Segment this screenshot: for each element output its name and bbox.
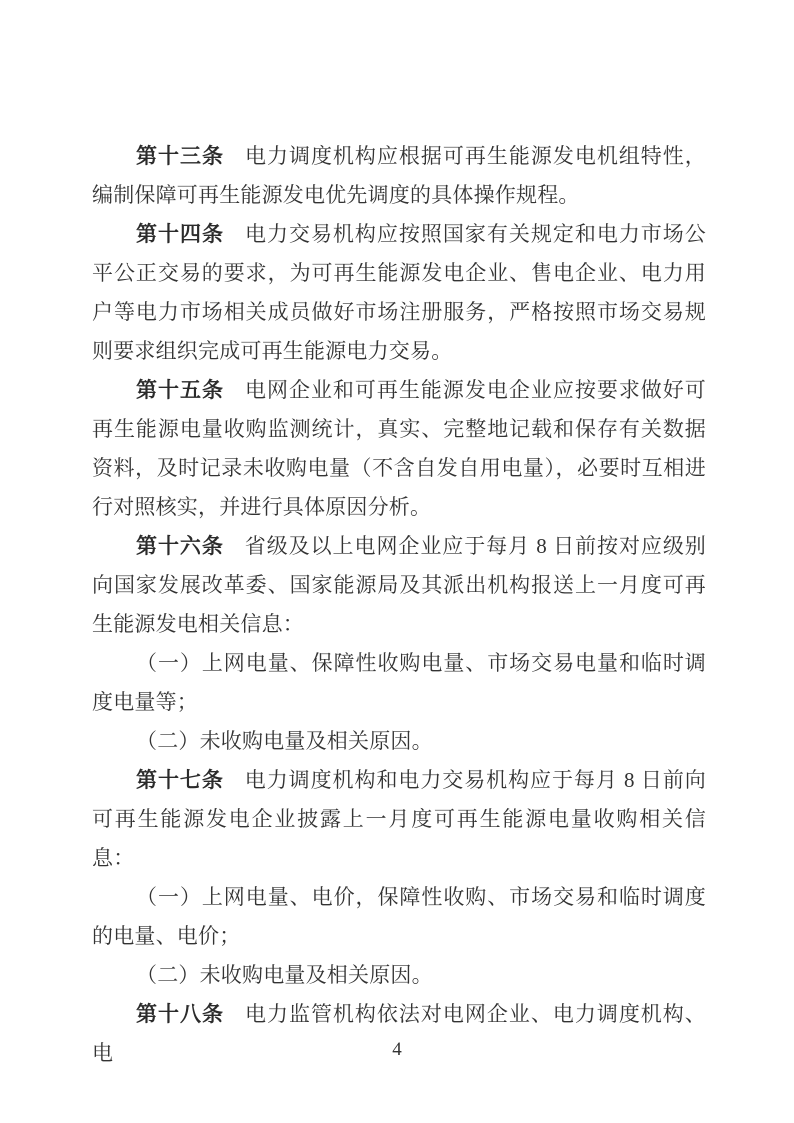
article-paragraph	[92, 137, 706, 215]
paragraph-text: 电力调度机构应根据可再生能源发电机组特性，编制保障可再生能源发电优先调度的具体操作规程。	[92, 144, 706, 207]
paragraph-text: （二）未收购电量及相关原因。	[136, 729, 433, 753]
list-item-paragraph	[92, 956, 706, 995]
article-paragraph	[92, 215, 706, 371]
paragraph-text: 电力监管机构依法对电网企业、电力调度机构、电	[92, 1002, 706, 1065]
paragraph-text: 电力交易机构应按照国家有关规定和电力市场公平公正交易的要求，为可再生能源发电企业、售电企业、电力用户等电力市场相关成员做好市场注册服务，严格按照市场交易规则要求组织完成可再生能源电力交易。	[92, 222, 706, 363]
list-item-paragraph	[92, 878, 706, 956]
list-item-paragraph	[92, 644, 706, 722]
paragraph-text: （二）未收购电量及相关原因。	[136, 963, 433, 987]
list-item-paragraph	[92, 722, 706, 761]
article-number: 第十三条	[136, 144, 224, 168]
paragraph-text: 电网企业和可再生能源发电企业应按要求做好可再生能源电量收购监测统计，真实、完整地记载和保存有关数据资料，及时记录未收购电量（不含自发自用电量），必要时互相进行对照核实，并进行具体原因分析。	[92, 378, 706, 519]
article-paragraph	[92, 527, 706, 644]
document-body	[92, 137, 706, 1073]
article-number: 第十八条	[136, 1002, 224, 1026]
article-number: 第十七条	[136, 768, 224, 792]
paragraph-text: 电力调度机构和电力交易机构应于每月 8 日前向可再生能源发电企业披露上一月度可再生能源电量收购相关信息：	[92, 768, 706, 870]
article-paragraph	[92, 761, 706, 878]
article-number: 第十六条	[136, 534, 224, 558]
paragraph-text: 省级及以上电网企业应于每月 8 日前按对应级别向国家发展改革委、国家能源局及其派出机构报送上一月度可再生能源发电相关信息：	[92, 534, 706, 636]
page-number: 4	[392, 1039, 402, 1060]
article-paragraph	[92, 371, 706, 527]
article-number: 第十五条	[136, 378, 224, 402]
paragraph-text: （一）上网电量、电价，保障性收购、市场交易和临时调度的电量、电价；	[92, 885, 706, 948]
paragraph-text: （一）上网电量、保障性收购电量、市场交易电量和临时调度电量等；	[92, 651, 706, 714]
page-footer	[0, 1036, 794, 1064]
article-number: 第十四条	[136, 222, 224, 246]
